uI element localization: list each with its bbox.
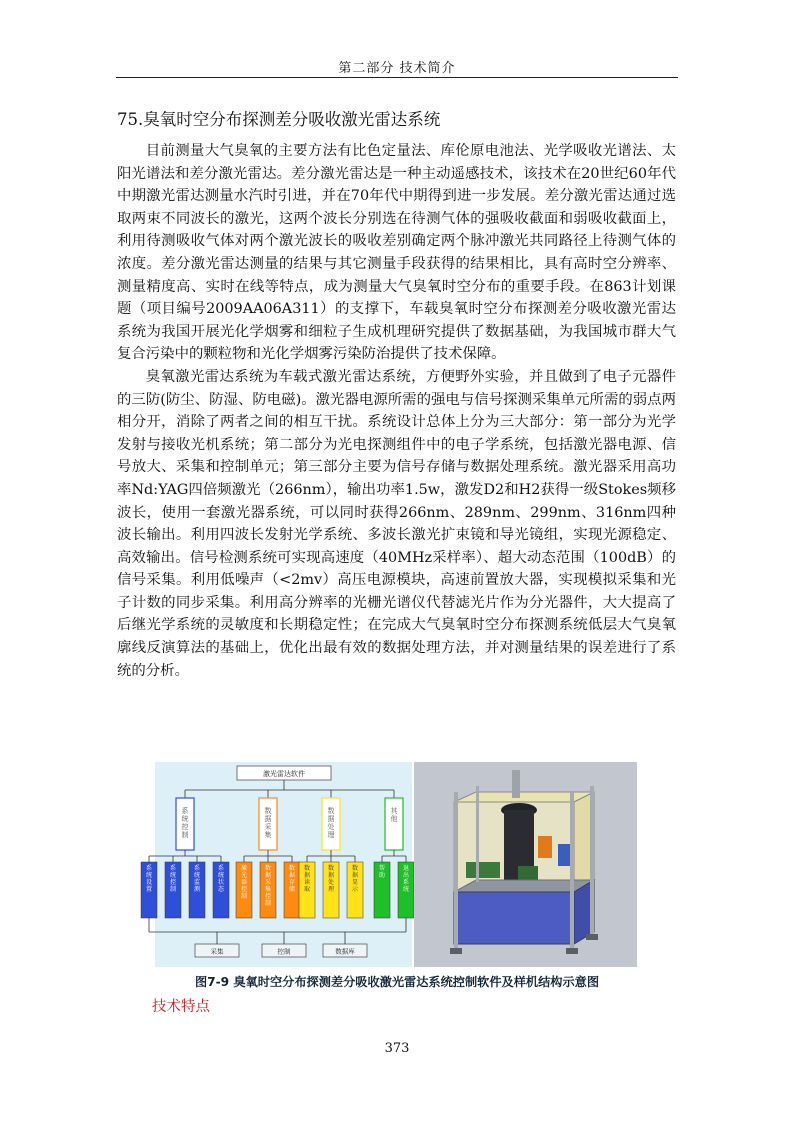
page-number: 373 bbox=[384, 1041, 410, 1056]
paragraph: 目前测量大气臭氧的主要方法有比色定量法、库伦原电池法、光学吸收光谱法、太阳光谱法和差分激光雷达。差分激光雷达是一种主动遥感技术，该技术在20世纪60年代中期激光雷达测量水汽时引进，并在70年代中期得到进一步发展。差分激光雷达通过选取两束不同波长的激光，这两个波长分别选在待测气体的强吸收截面和弱吸收截面上，利用待测吸收气体对两个激光波长的吸收差别确定两个脉冲激光共同路径上待测气体的浓度。差分激光雷达测量的结果与其它测量手段获得的结果相比，具有高时空分辨率、测量精度高、实时在线等特点，成为测量大气臭氧时空分布的重要手段。在863计划课题（项目编号2009AA06A311）的支撑下，车载臭氧时空分布探测差分吸收激光雷达系统为我国开展光化学烟雾和细粒子生成机理研究提供了数据基础，为我国城市群大气复合污染中的颗粒物和光化学烟雾污染防治提供了技术保障。 bbox=[117, 143, 676, 363]
child-label: 数据显示 bbox=[351, 865, 359, 893]
child-label: 系统监测 bbox=[193, 865, 201, 893]
article-body bbox=[117, 140, 676, 682]
child-label: 激光器控制 bbox=[240, 865, 248, 900]
bottom-label: 采集 bbox=[210, 947, 224, 956]
child-label: 数据存储 bbox=[288, 865, 296, 893]
software-schematic-diagram bbox=[145, 762, 412, 967]
prototype-structure-image bbox=[414, 762, 637, 967]
child-label: 数据采集控制 bbox=[264, 865, 272, 907]
section-heading: 技术特点 bbox=[152, 999, 210, 1015]
bottom-label: 控制 bbox=[277, 947, 291, 956]
header-rule bbox=[116, 77, 678, 78]
group-label: 其他 bbox=[390, 807, 398, 823]
group-label: 系统控制 bbox=[181, 807, 189, 839]
root-label: 激光雷达软件 bbox=[263, 770, 305, 778]
group-box bbox=[385, 798, 403, 850]
figure-caption: 图7-9 臭氧时空分布探测差分吸收激光雷达系统控制软件及样机结构示意图 bbox=[194, 975, 600, 989]
child-label: 帮助 bbox=[378, 865, 386, 879]
group-label: 数据处理 bbox=[327, 807, 335, 839]
child-label: 系统状态 bbox=[217, 865, 225, 893]
page-header-title: 第二部分 技术简介 bbox=[338, 61, 456, 76]
bottom-label: 数据库 bbox=[335, 947, 355, 956]
child-label: 数据处理 bbox=[327, 865, 335, 893]
child-label: 系统控制 bbox=[169, 865, 177, 893]
article-title: 75.臭氧时空分布探测差分吸收激光雷达系统 bbox=[117, 110, 441, 129]
figure bbox=[145, 762, 637, 967]
child-label: 系统设置 bbox=[145, 865, 153, 893]
group-label: 数据采集 bbox=[264, 807, 272, 839]
paragraph: 臭氧激光雷达系统为车载式激光雷达系统，方便野外实验，并且做到了电子元器件的三防(防尘、防湿、防电磁)。激光器电源所需的强电与信号探测采集单元所需的弱点两相分开，消除了两者之间的相互干扰。系统设计总体上分为三大部分：第一部分为光学发射与接收光机系统；第二部分为光电探测组件中的电子学系统，包括激光器电源、信号放大、采集和控制单元；第三部分主要为信号存储与数据处理系统。激光器采用高功率Nd:YAG四倍频激光（266nm），输出功率1.5w，激发D2和H2获得一级Stokes频移波长，使用一套激光器系统，可以同时获得266nm、289nm、299nm、316nm四种波长输出。利用四波长发射光学系统、多波长激光扩束镜和导光镜组，实现光源稳定、高效输出。信号检测系统可实现高速度（40MHz采样率）、超大动态范围（100dB）的信号采集。利用低噪声（<2mv）高压电源模块，高速前置放大器，实现模拟采集和光子计数的同步采集。利用高分辨率的光栅光谱仪代替滤光片作为分光器件，大大提高了后继光学系统的灵敏度和长期稳定性；在完成大气臭氧时空分布探测系统低层大气臭氧廓线反演算法的基础上，优化出最有效的数据处理方法，并对测量结果的误差进行了系统的分析。 bbox=[117, 368, 676, 679]
child-label: 数据读取 bbox=[303, 865, 311, 893]
child-label: 退出系统 bbox=[402, 865, 410, 893]
